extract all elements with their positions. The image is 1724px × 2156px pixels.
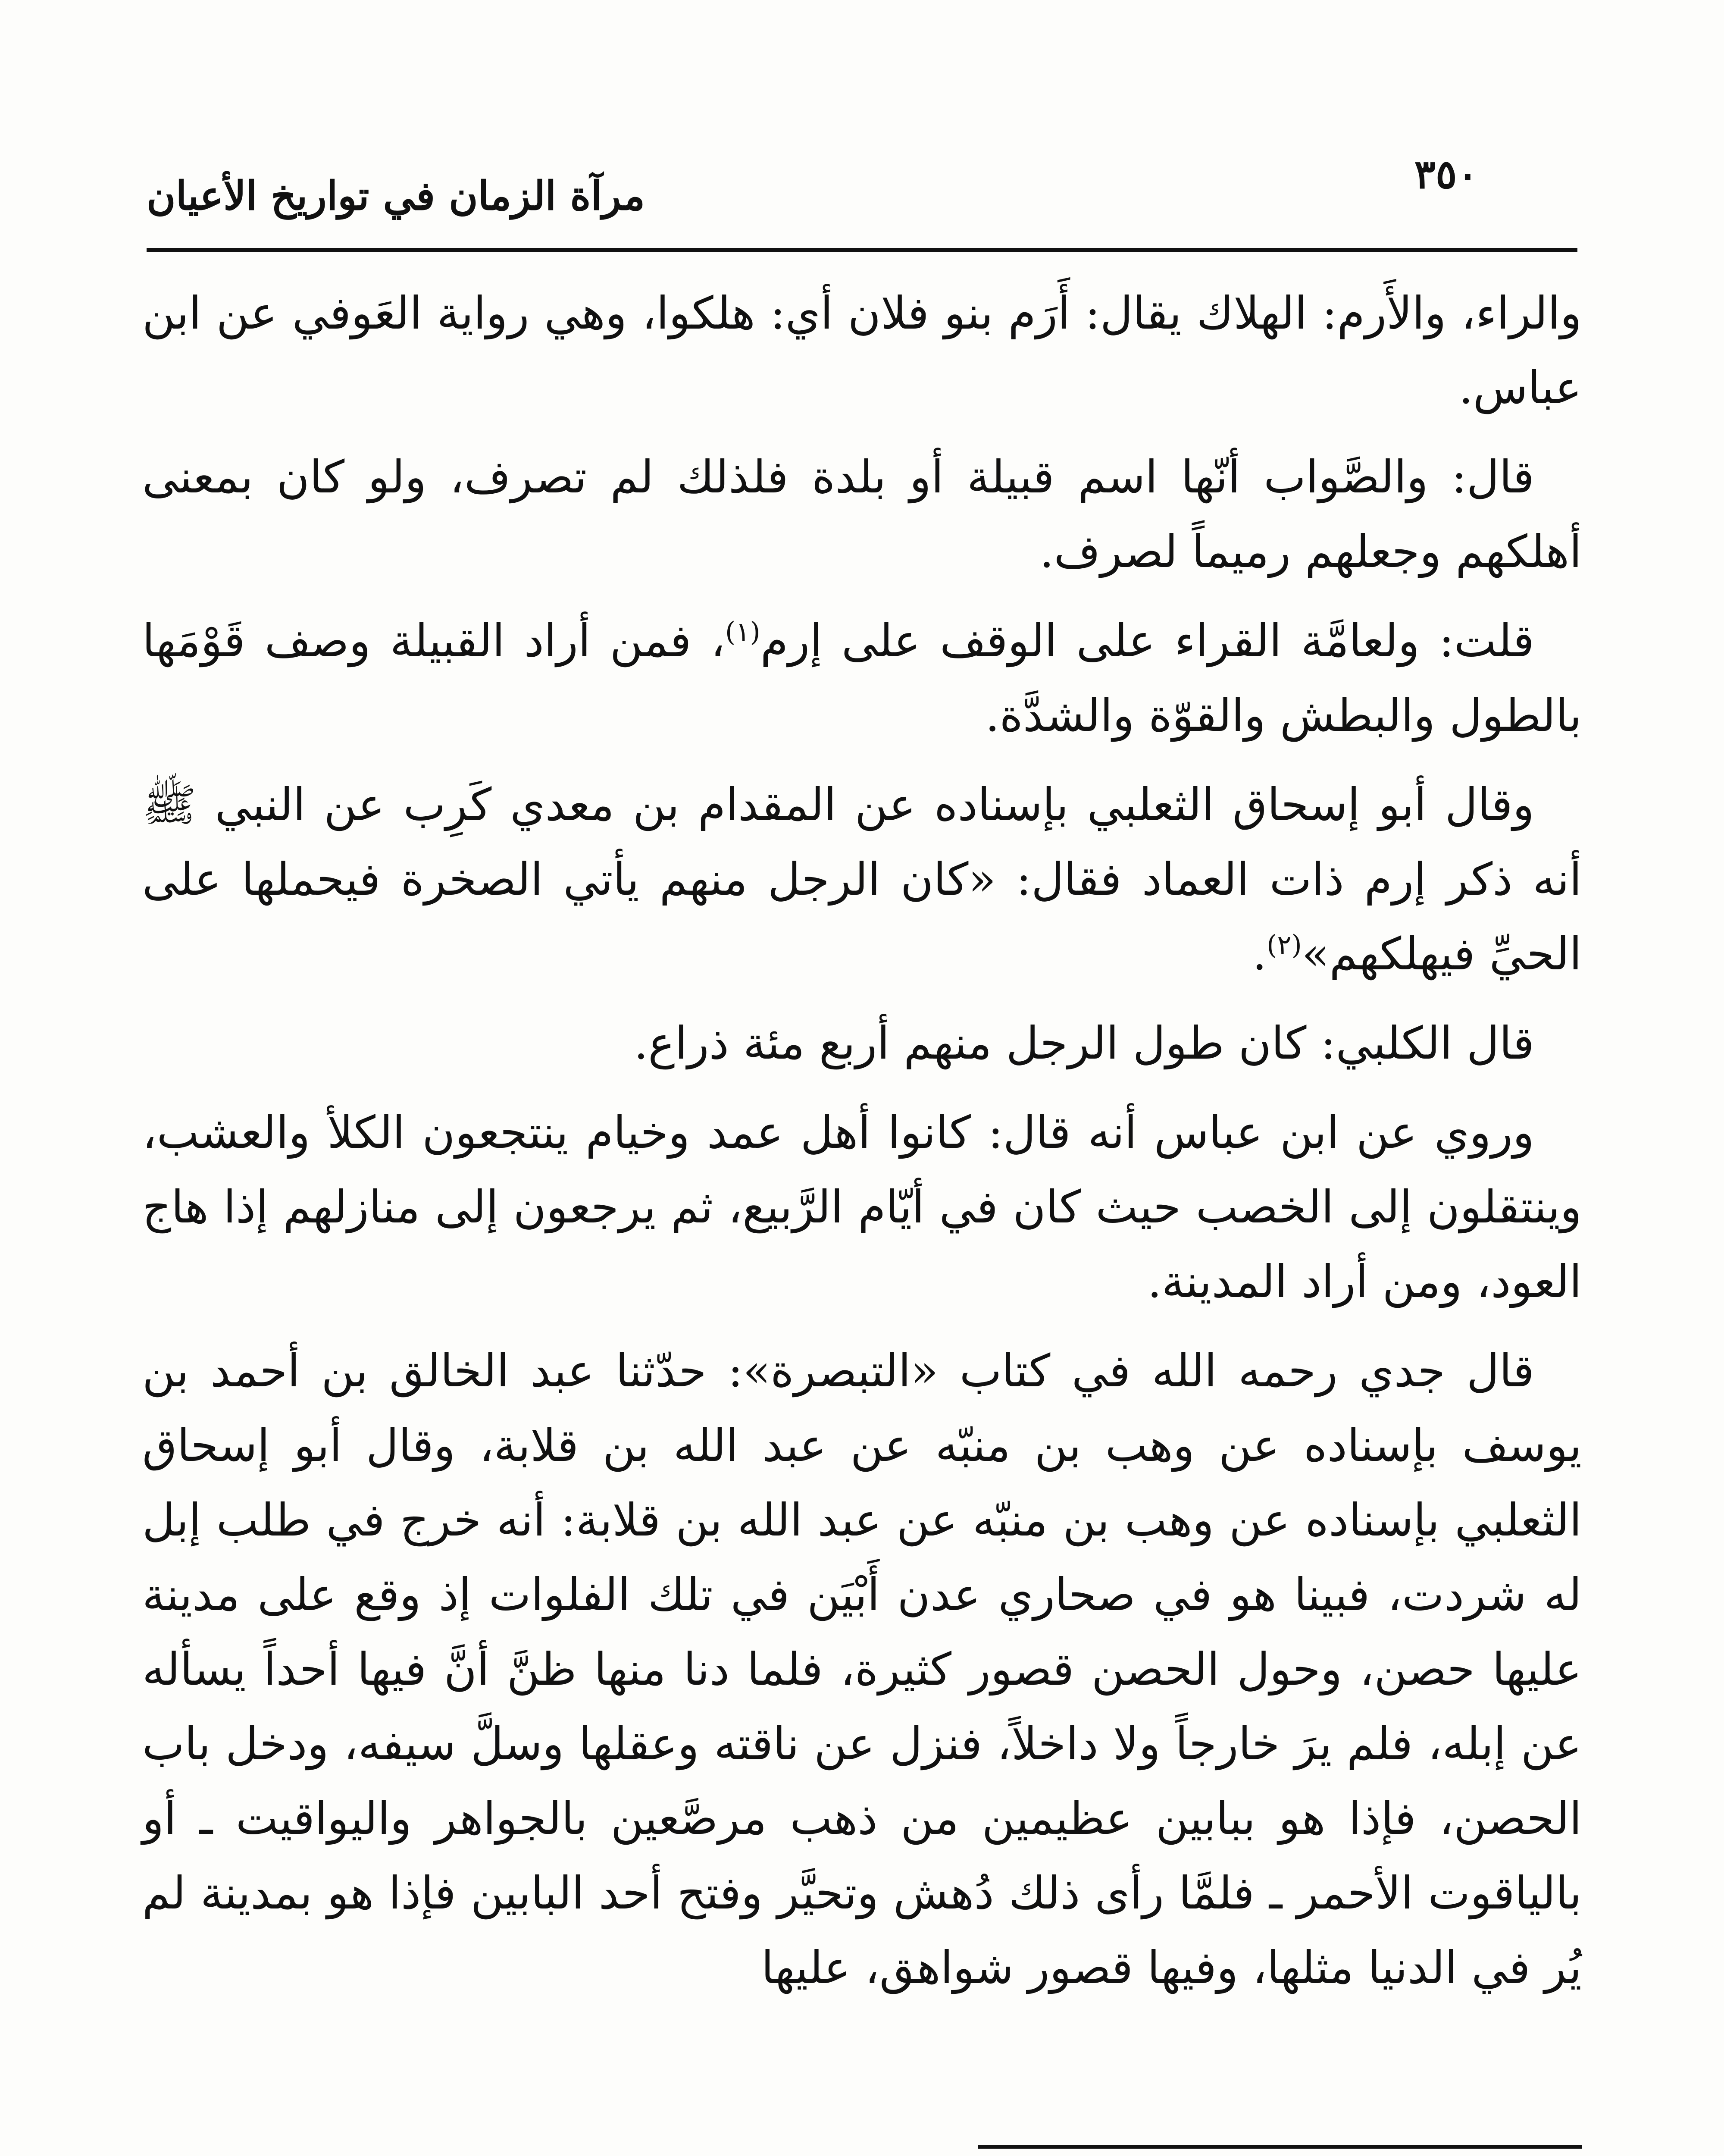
paragraph-3 [142, 604, 1582, 753]
page-number: ٣٥٠ [1414, 151, 1478, 197]
page-header [147, 142, 1577, 229]
paragraph-3-text-b: ، فمن أراد القبيلة وصف قَوْمَها بالطول والبطش والقوّة والشدَّة. [142, 614, 1582, 742]
main-text [142, 276, 1582, 2020]
paragraph-5: قال الكلبي: كان طول الرجل منهم أربع مئة ذراع. [634, 1017, 1534, 1069]
header-rule [147, 248, 1577, 252]
paragraph-6: وروي عن ابن عباس أنه قال: كانوا أهل عمد وخيام ينتجعون الكلأ والعشب، وينتقلون إلى الخصب حيث كان في أيّام الرَّبيع، ثم يرجعون إلى منازلهم إذا هاج العود، ومن أراد المدينة. [142, 1106, 1582, 1308]
paragraph-2: قال: والصَّواب أنّها اسم قبيلة أو بلدة فلذلك لم تصرف، ولو كان بمعنى أهلكهم وجعلهم رميماً لصرف. [142, 451, 1582, 578]
paragraph-4 [142, 768, 1582, 991]
paragraph-4-text-b: . [1252, 928, 1267, 980]
footnote-marker-2: (٢) [1267, 929, 1302, 961]
running-title: مرآة الزمان في تواريخ الأعيان [147, 172, 645, 219]
footnote-marker-1: (١) [725, 616, 760, 648]
footnote-rule [978, 2145, 1582, 2149]
paragraph-4-text-a: وقال أبو إسحاق الثعلبي بإسناده عن المقدام بن معدي كَرِب عن النبي ﷺ أنه ذكر إرم ذات العماد فقال: «كان الرجل منهم يأتي الصخرة فيحملها على الحيِّ فيهلكهم» [142, 778, 1582, 980]
paragraph-7: قال جدي رحمه الله في كتاب «التبصرة»: حدّثنا عبد الخالق بن أحمد بن يوسف بإسناده عن وهب بن منبّه عن عبد الله بن قلابة، وقال أبو إسحاق الثعلبي بإسناده عن وهب بن منبّه عن عبد الله بن قلابة: أنه خرج في طلب إبل له شردت، فبينا هو في صحاري عدن أَبْيَن في تلك الفلوات إذ وقع على مدينة عليها حصن، وحول الحصن قصور كثيرة، فلما دنا منها ظنَّ أنَّ فيها أحداً يسأله عن إبله، فلم يرَ خارجاً ولا داخلاً، فنزل عن ناقته وعقلها وسلَّ سيفه، ودخل باب الحصن، فإذا هو ببابين عظيمين من ذهب مرصَّعين بالجواهر واليواقيت ـ أو بالياقوت الأحمر ـ فلمَّا رأى ذلك دُهش وتحيَّر وفتح أحد البابين فإذا هو بمدينة لم يُر في الدنيا مثلها، وفيها قصور شواهق، عليها [142, 1344, 1582, 1994]
paragraph-1: والراء، والأَرم: الهلاك يقال: أَرَم بنو فلان أي: هلكوا، وهي رواية العَوفي عن ابن عباس. [142, 287, 1582, 414]
paragraph-3-text-a: قلت: ولعامَّة القراء على الوقف على إرم [760, 614, 1535, 667]
